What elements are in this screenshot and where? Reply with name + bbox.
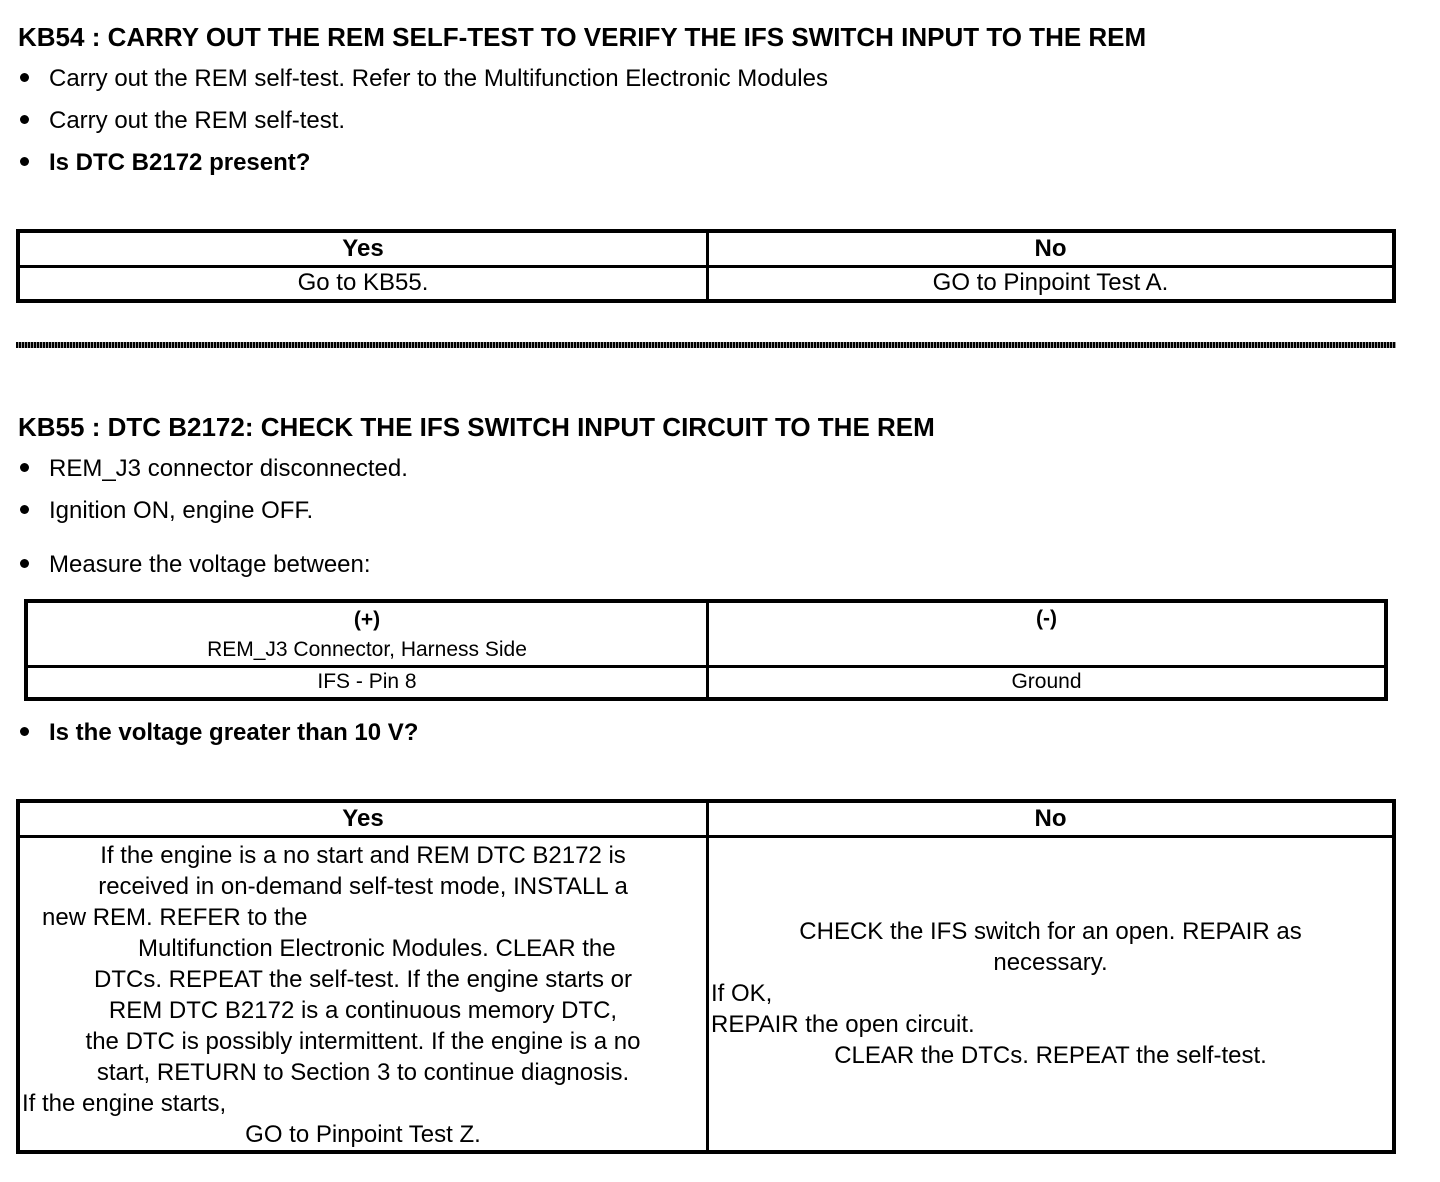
minus-value: Ground xyxy=(708,667,1387,699)
bullet-text: REM_J3 connector disconnected. xyxy=(49,455,408,482)
yes-header: Yes xyxy=(18,231,708,266)
no-header: No xyxy=(708,801,1395,836)
text-line: received in on-demand self-test mode, INSTALL a xyxy=(98,872,628,900)
bullet-text: Carry out the REM self-test. xyxy=(49,107,346,134)
text-line: REM DTC B2172 is a continuous memory DTC, xyxy=(108,996,618,1024)
no-instructions xyxy=(708,836,1395,1152)
kb55-heading: KB55 : DTC B2172: CHECK THE IFS SWITCH INPUT CIRCUIT TO THE REM xyxy=(18,412,935,442)
text-line: REPAIR the open circuit. xyxy=(711,1010,975,1038)
bullet-icon xyxy=(20,157,29,166)
bullet-text: Measure the voltage between: xyxy=(49,551,371,578)
bullet-icon xyxy=(20,73,29,82)
no-value: GO to Pinpoint Test A. xyxy=(708,266,1395,301)
bullet-icon xyxy=(20,559,29,568)
list-item xyxy=(20,454,408,484)
bullet-icon xyxy=(20,727,29,736)
bullet-text: Is the voltage greater than 10 V? xyxy=(49,719,419,746)
minus-header: (-) xyxy=(708,601,1387,667)
text-line: CHECK the IFS switch for an open. REPAIR as xyxy=(799,917,1302,945)
kb55-decision-table xyxy=(16,799,1396,1154)
plus-header: (+) xyxy=(353,608,381,631)
list-item-question xyxy=(20,148,310,178)
bullet-icon xyxy=(20,115,29,124)
kb54-heading: KB54 : CARRY OUT THE REM SELF-TEST TO VERIFY THE IFS SWITCH INPUT TO THE REM xyxy=(18,22,1147,52)
no-header: No xyxy=(708,231,1395,266)
text-line: If OK, xyxy=(711,979,773,1007)
plus-value: IFS - Pin 8 xyxy=(26,667,708,699)
plus-subheader: REM_J3 Connector, Harness Side xyxy=(207,638,527,661)
text-line: new REM. REFER to the xyxy=(42,903,308,931)
bullet-text: Ignition ON, engine OFF. xyxy=(49,497,314,524)
text-line: GO to Pinpoint Test Z. xyxy=(245,1120,481,1148)
text-line: the DTC is possibly intermittent. If the engine is a no xyxy=(85,1027,641,1055)
yes-header: Yes xyxy=(18,801,708,836)
text-line: necessary. xyxy=(993,948,1108,976)
list-item xyxy=(20,496,313,526)
section-divider xyxy=(16,342,1396,348)
yes-instructions xyxy=(18,836,708,1152)
measure-table xyxy=(24,599,1388,701)
bullet-icon xyxy=(20,463,29,472)
bullet-text: Carry out the REM self-test. Refer to the Multifunction Electronic Modules xyxy=(49,65,828,92)
kb54-decision-table xyxy=(16,229,1396,303)
bullet-text: Is DTC B2172 present? xyxy=(49,149,311,176)
list-item xyxy=(20,550,371,580)
text-line: CLEAR the DTCs. REPEAT the self-test. xyxy=(834,1041,1267,1069)
list-item xyxy=(20,106,345,136)
text-line: If the engine is a no start and REM DTC B2172 is xyxy=(100,841,626,869)
text-line: start, RETURN to Section 3 to continue diagnosis. xyxy=(96,1058,630,1086)
text-line: DTCs. REPEAT the self-test. If the engine starts or xyxy=(94,965,632,993)
text-line: If the engine starts, xyxy=(22,1089,227,1117)
list-item xyxy=(20,64,828,94)
plus-header-cell xyxy=(26,601,708,667)
bullet-icon xyxy=(20,505,29,514)
list-item-question xyxy=(20,718,418,748)
yes-value: Go to KB55. xyxy=(18,266,708,301)
text-line: Multifunction Electronic Modules. CLEAR the xyxy=(138,934,616,962)
